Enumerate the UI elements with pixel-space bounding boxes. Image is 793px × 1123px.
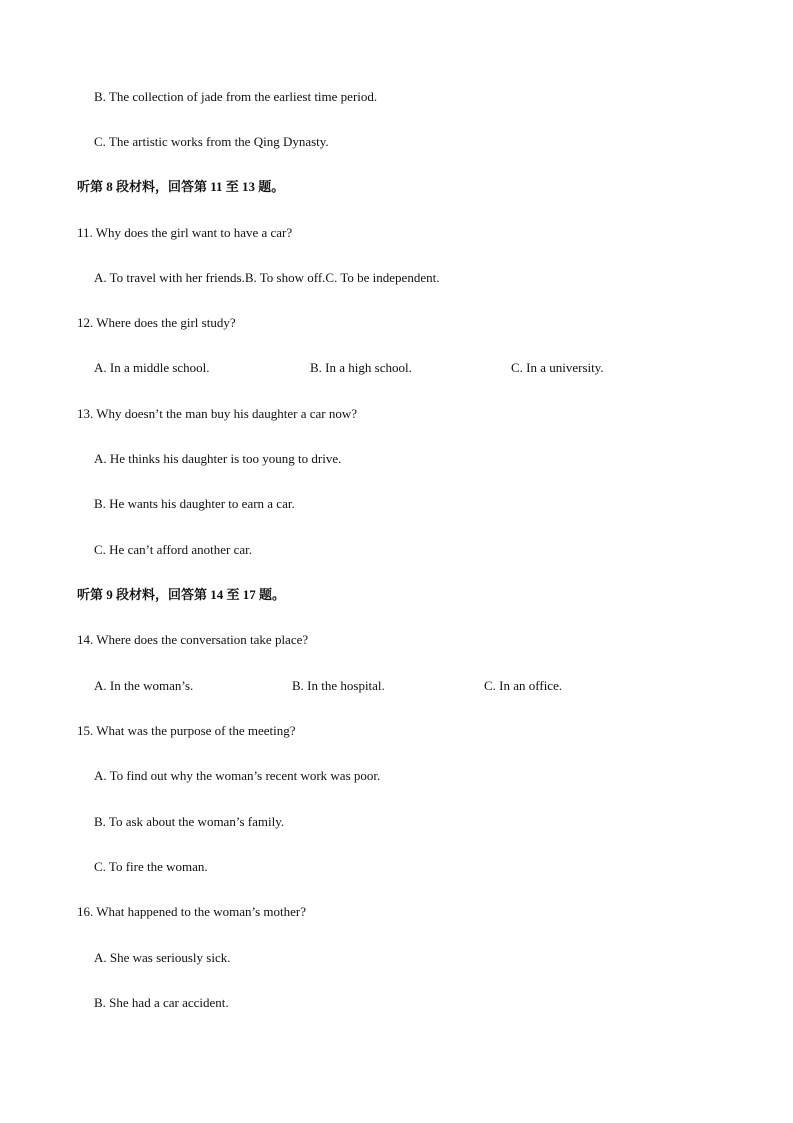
question-16-option-a: A. She was seriously sick. <box>94 950 231 965</box>
question-11-options: A. To travel with her friends.B. To show off.C. To be independent. <box>94 270 440 285</box>
question-14-option-c: C. In an office. <box>484 678 563 693</box>
question-13-option-c: C. He can’t afford another car. <box>94 542 252 557</box>
section-9-header: 听第 9 段材料，回答第 14 至 17 题。 <box>77 587 286 602</box>
question-12: 12. Where does the girl study? <box>77 315 236 330</box>
question-14-option-a: A. In the woman’s. <box>94 678 194 693</box>
question-14-option-b: B. In the hospital. <box>292 678 385 693</box>
question-13: 13. Why doesn’t the man buy his daughter a car now? <box>77 406 358 421</box>
question-12-option-a: A. In a middle school. <box>94 360 210 375</box>
option-c-prev: C. The artistic works from the Qing Dynasty. <box>94 134 329 149</box>
question-15-option-c: C. To fire the woman. <box>94 859 208 874</box>
question-12-option-b: B. In a high school. <box>310 360 412 375</box>
question-14: 14. Where does the conversation take place? <box>77 632 309 647</box>
question-12-option-c: C. In a university. <box>511 360 604 375</box>
question-15-option-a: A. To find out why the woman’s recent work was poor. <box>94 768 381 783</box>
option-b-prev: B. The collection of jade from the earliest time period. <box>94 89 378 104</box>
section-8-header: 听第 8 段材料，回答第 11 至 13 题。 <box>77 179 285 194</box>
question-13-option-a: A. He thinks his daughter is too young to drive. <box>94 451 342 466</box>
question-16-option-b: B. She had a car accident. <box>94 995 229 1010</box>
question-15: 15. What was the purpose of the meeting? <box>77 723 296 738</box>
question-16: 16. What happened to the woman’s mother? <box>77 904 307 919</box>
question-13-option-b: B. He wants his daughter to earn a car. <box>94 496 295 511</box>
question-11: 11. Why does the girl want to have a car? <box>77 225 293 240</box>
question-15-option-b: B. To ask about the woman’s family. <box>94 814 285 829</box>
